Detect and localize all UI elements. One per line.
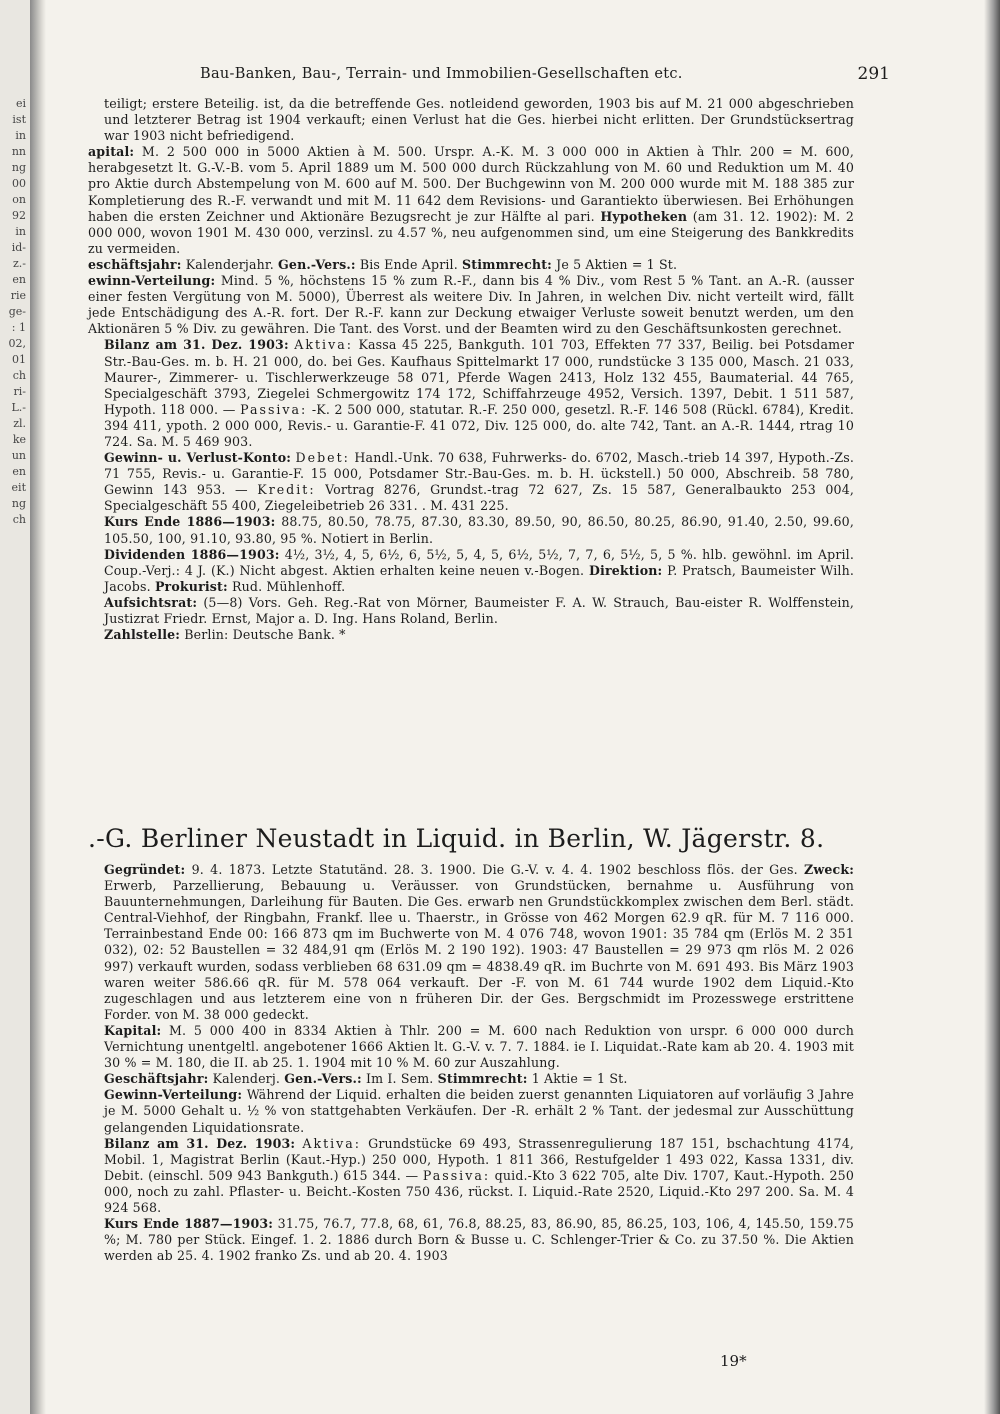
running-header	[100, 64, 890, 90]
hypotheken-label: Hypotheken	[600, 208, 688, 224]
section-berliner-neustadt	[88, 822, 854, 1264]
paragraph-kapital: apital: M. 2 500 000 in 5000 Aktien à M. 500. Urspr. A.-K. M. 3 000 000 in Aktien à Thlr. 200 = M. 600, herabgesetzt lt. G.-V.-B. vom 5. April 1889 um M. 500 000 durch Rückzahlung von M. 60 und Reduktion um M. 40 pro Aktie durch Abstempelung von M. 600 auf M. 500. Der Buchgewinn von M. 200 000 wurde mit M. 188 385 zur Kompletierung des R.-F. verwandt und mit M. 11 642 dem Revisions- und Garantiekto überwiesen. Bei Erhöhungen haben die ersten Zeichner und Aktionäre Bezugsrecht je zur Hälfte al pari. Hypotheken (am 31. 12. 1902): M. 2 000 000, wovon 1901 M. 430 000, verzinsl. zu 4.57 %, neu aufgenommen sind, um eine Steigerung des Bankkredits zu vermeiden.	[88, 144, 855, 256]
company-heading: .-G. Berliner Neustadt in Liquid. in Berlin, W. Jägerstr. 8.	[88, 824, 825, 853]
paragraph-geschaeftsjahr: eschäftsjahr: Kalenderjahr. Gen.-Vers.: Bis Ende April. Stimmrecht: Je 5 Aktien = 1 St.	[88, 256, 678, 272]
binding-shadow	[30, 0, 46, 1414]
kapital-label: apital:	[88, 144, 135, 160]
paragraph-gewinnverteilung: ewinn-Verteilung: Mind. 5 %, höchstens 15 % zum R.-F., dann bis 4 % Div., vom Rest 5 % Tant. an A.-R. (ausser einer festen Vergütung von M. 5000), Überrest als weitere Div. In Jahren, in welchen Div. nicht verteilt wird, fällt jede Entschädigung des A.-R. fort. Der R.-F. kann zur Deckung etwaiger Verluste soweit benutzt werden, um den Aktionären 5 % Div. zu gewähren. Die Tant. des Vorst. und der Beamten wird zu den Geschäftsunkosten gerechnet.	[88, 273, 854, 337]
paragraph-bilanz: Bilanz am 31. Dez. 1903: Aktiva: Kassa 45 225, Bankguth. 101 703, Effekten 77 337, Beilig. bei Potsdamer Str.-Bau-Ges. m. b. H. 21 000, do. bei Ges. Kaufhaus Spittelmarkt 17 000, rundstücke 3 135 000, Masch. 21 033, Maurer-, Zimmerer- u. Tischlerwerkzeuge 58 071, Pferde Wagen 2413, Holz 132 455, Baumaterial. 44 765, Specialgeschäft 3793, Ziegelei Schmergowitz 174 172, Schiffahrzeuge 4952, Versich. 1397, Debit. 1 511 587, Hypoth. 118 000. — Passiva: -K. 2 500 000, statutar. R.-F. 250 000, gesetzl. R.-F. 146 508 (Rückl. 6784), Kredit. 394 411, ypoth. 2 000 000, Revis.- u. Garantie-F. 41 072, Div. 125 000, do. alte 742, Tant. an A.-R. 1444, rtrag 10 724. Sa. M. 5 469 903.	[104, 337, 854, 449]
paragraph-geschaeftsjahr-2: Geschäftsjahr: Kalenderj. Gen.-Vers.: Im I. Sem. Stimmrecht: 1 Aktie = 1 St.	[104, 1071, 628, 1087]
running-title: Bau-Banken, Bau-, Terrain- und Immobilien-Gesellschaften etc.	[200, 66, 683, 82]
signature-mark: 19*	[720, 1352, 747, 1370]
paragraph-kurs-2: Kurs Ende 1887—1903: 31.75, 76.7, 77.8, 68, 61, 76.8, 88.25, 83, 86.90, 85, 86.25, 103, 106, 4, 145.50, 159.75 %; M. 780 per Stück. Eingef. 1. 2. 1886 durch Born & Busse u. C. Schlenger-Trier & Co. zu 37.50 %. Die Aktien werden ab 25. 4. 1902 franko Zs. und ab 20. 4. 1903	[104, 1216, 854, 1264]
paragraph-kapital-2: Kapital: M. 5 000 400 in 8334 Aktien à Thlr. 200 = M. 600 nach Reduktion von urspr. 6 000 000 durch Vernichtung unentgeltl. angebotener 1666 Aktien lt. G.-V. v. 7. 7. 1884. ie I. Liquidat.-Rate kam ab 20. 4. 1903 mit 30 % = M. 180, die II. ab 25. 1. 1904 mit 10 % M. 60 zur Auszahlung.	[104, 1022, 854, 1071]
paragraph-bilanz-2: Bilanz am 31. Dez. 1903: Aktiva: Grundstücke 69 493, Strassenregulierung 187 151, bschachtung 4174, Mobil. 1, Magistrat Berlin (Kaut.-Hyp.) 250 000, Hypoth. 1 811 366, Restufgelder 1 493 022, Kassa 1331, div. Debit. (einschl. 509 943 Bankguth.) 615 344. — Passiva: quid.-Kto 3 622 705, alte Div. 1707, Kaut.-Hypoth. 250 000, noch zu zahl. Pflaster- u. Beicht.-Kosten 750 436, rückst. I. Liquid.-Rate 2520, Liquid.-Kto 297 200. Sa. M. 4 924 568.	[104, 1135, 855, 1215]
paragraph-beteiligung: teiligt; erstere Beteilig. ist, da die betreffende Ges. notleidend geworden, 1903 bis auf M. 21 000 abgeschrieben und letzterer Betrag ist 1904 verkauft; einen Verlust hat die Ges. hierbei nicht erlitten. Der Grundstücksertrag war 1903 nicht befriedigend.	[104, 96, 854, 144]
paragraph-zahlstelle: Zahlstelle: Berlin: Deutsche Bank. *	[104, 627, 346, 643]
paragraph-kurs: Kurs Ende 1886—1903: 88.75, 80.50, 78.75, 87.30, 83.30, 89.50, 90, 86.50, 80.25, 86.90, 91.40, 2.50, 99.60, 105.50, 100, 91.10, 93.80, 95 %. Notiert in Berlin.	[104, 514, 854, 546]
page-number: 291	[857, 64, 890, 84]
section-previous-company	[88, 96, 854, 643]
left-page-text-fragments: ei ist in nn ng 00 on 92 in id- z.- en rie ge- : 1 02, 01 ch ri- L.- zl. ke un en eit ng ch	[8, 97, 26, 526]
paragraph-dividenden: Dividenden 1886—1903: 4½, 3½, 4, 5, 6½, 6, 5½, 5, 4, 5, 6½, 5½, 7, 7, 6, 5½, 5, 5 %. hlb. gewöhnl. im April. Coup.-Verj.: 4 J. (K.) Nicht abgest. Aktien erhalten keine neuen v.-Bogen. Direktion: P. Pratsch, Baumeister Wilh. Jacobs. Prokurist: Rud. Mühlenhoff.	[104, 546, 855, 594]
paragraph-guv: Gewinn- u. Verlust-Konto: Debet: Handl.-Unk. 70 638, Fuhrwerks- do. 6702, Masch.-trieb 14 397, Hypoth.-Zs. 71 755, Revis.- u. Garantie-F. 15 000, Potsdamer Str.-Bau-Ges. m. b. H. ückstell.) 50 000, Abschreib. 58 780, Gewinn 143 953. — Kredit: Vortrag 8276, Grundst.-trag 72 627, Zs. 15 587, Generalbaukto 253 004, Specialgeschäft 55 400, Ziegeleibetrieb 26 331. . M. 431 225.	[104, 450, 855, 514]
paragraph-gegruendet: Gegründet: 9. 4. 1873. Letzte Statutänd. 28. 3. 1900. Die G.-V. v. 4. 4. 1902 beschloss flös. der Ges. Zweck: Erwerb, Parzellierung, Bebauung u. Veräusser. von Grundstücken, bernahme u. Ausführung von Bauunternehmungen, Darleihung für Bauten. Die Ges. erwarb nen Grundstückkomplex zwischen dem Berl. städt. Central-Viehhof, der Ringbahn, Frankf. llee u. Thaerstr., in Grösse von 462 Morgen 62.9 qR. für M. 7 116 000. Terrainbestand Ende 00: 166 873 qm im Buchwerte von M. 4 076 748, wovon 1901: 35 784 qm (Erlös M. 2 351 032), 02: 52 Baustellen = 32 484,91 qm (Erlös M. 2 190 192). 1903: 47 Baustellen = 29 973 qm rlös M. 2 026 997) verkauft wurden, sodass verblieben 68 631.09 qm = 4838.49 qR. im Buchrte von M. 691 493. Bis März 1903 waren weiter 586.66 qR. für M. 578 064 verkauft. Der -F. von M. 61 744 wurde 1902 dem Liquid.-Kto zugeschlagen und aus letzterem eine von n früheren Dir. der Ges. Bergschmidt im Prozesswege erstrittene Forder. von M. 38 000 gedeckt.	[104, 862, 854, 1022]
paragraph-gewinnverteilung-2: Gewinn-Verteilung: Während der Liquid. erhalten die beiden zuerst genannten Liquiatoren auf vorläufig 3 Jahre je M. 5000 Gehalt u. ½ % von stattgehabten Verkäufen. Der -R. erhält 2 % Tant. der jedesmal zur Ausschüttung gelangenden Liquidationsrate.	[104, 1087, 854, 1135]
right-page-edge	[984, 0, 1000, 1414]
paragraph-aufsichtsrat: Aufsichtsrat: (5—8) Vors. Geh. Reg.-Rat von Mörner, Baumeister F. A. W. Strauch, Bau-eister R. Wolffenstein, Justizrat Friedr. Ernst, Major a. D. Ing. Hans Roland, Berlin.	[104, 594, 855, 626]
